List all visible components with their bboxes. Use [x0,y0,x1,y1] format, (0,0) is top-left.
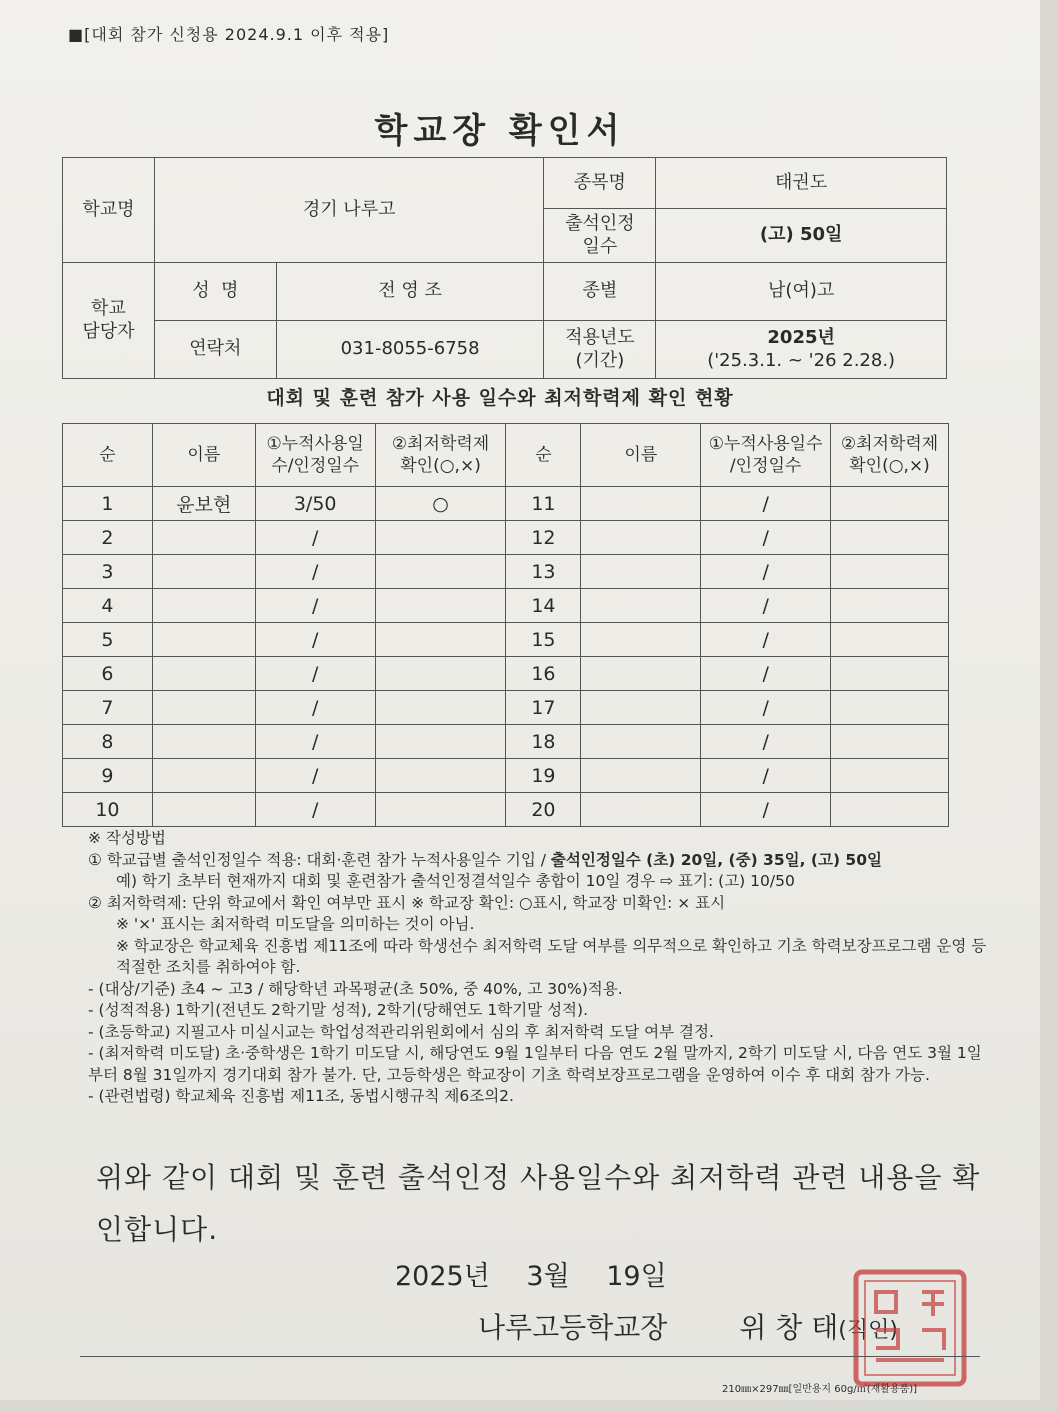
type-label: 종별 [544,263,656,321]
record-cell-name [152,759,255,793]
records-table [62,423,949,827]
seal-label: (직인) [838,1318,898,1343]
record-cell-no: 4 [63,589,153,623]
header-days-2: ①누적사용일수 /인정일수 [701,424,831,487]
record-cell-no2: 15 [506,623,581,657]
record-cell-no: 1 [63,487,153,521]
signer-school: 나루고등학교장 [478,1311,668,1344]
record-cell-name [152,725,255,759]
table-row [63,657,949,691]
table-row [63,623,949,657]
contact-value: 031-8055-6758 [276,321,544,379]
record-cell-days2: / [701,521,831,555]
record-cell-days: / [255,623,375,657]
note-2: ② 최저학력제: 단위 학교에서 확인 여부만 표시 ※ 학교장 확인: ○표시, 학교장 미확인: × 표시 [88,893,726,912]
record-cell-days2: / [701,725,831,759]
note-8: - (최저학력 미도달) 초·중학생은 1학기 미도달 시, 해당연도 9월 1일부터 다음 연도 2월 말까지, 2학기 미도달 시, 다음 연도 3월 1일부터 8월 31일까지 경기대회 참가 불가. 단, 고등학생은 학교장이 기초 학력보장프로그램을 운영하여 이수 후 대회 참가 가능. [88,1044,982,1084]
record-cell-days: 3/50 [255,487,375,521]
record-cell-days: / [255,759,375,793]
paper-size-note: 210㎜×297㎜[일반용지 60g/㎡(재활용품)] [722,1384,918,1395]
official-seal-icon [852,1268,968,1388]
year-label: 적용년도 (기간) [544,321,656,379]
record-cell-no2: 20 [506,793,581,827]
type-value: 남(여)고 [656,263,947,321]
record-cell-days: / [255,521,375,555]
notes-section [88,828,988,1108]
record-cell-name [152,691,255,725]
record-cell-no: 2 [63,521,153,555]
record-cell-no: 8 [63,725,153,759]
record-cell-check2 [831,793,949,827]
note-7: - (초등학교) 지필고사 미실시교는 학업성적관리위원회에서 심의 후 최저학력 도달 여부 결정. [88,1022,714,1041]
record-cell-name2 [581,623,701,657]
record-cell-check [375,555,506,589]
records-title: 대회 및 훈련 참가 사용 일수와 최저학력제 확인 현황 [266,387,734,409]
record-cell-no2: 17 [506,691,581,725]
table-row [63,521,949,555]
table-row [63,555,949,589]
header-no-2: 순 [506,424,581,487]
record-cell-no: 9 [63,759,153,793]
record-cell-days2: / [701,589,831,623]
record-cell-no2: 12 [506,521,581,555]
school-value: 경기 나루고 [154,158,544,263]
note-1 [88,850,988,872]
records-body [63,487,949,827]
header-days: ①누적사용일 수/인정일수 [255,424,375,487]
table-row [63,759,949,793]
header-check-2: ②최저학력제 확인(○,×) [831,424,949,487]
table-row [63,487,949,521]
note-1-example: 예) 학기 초부터 현재까지 대회 및 훈련참가 출석인정결석일수 총합이 10일 경우 ⇨ 표기: (고) 10/50 [116,872,795,890]
name-label: 성 명 [154,263,276,321]
record-cell-no2: 13 [506,555,581,589]
record-cell-name2 [581,521,701,555]
record-cell-days: / [255,691,375,725]
table-row [63,589,949,623]
year-period: ('25.3.1. ~ '26 2.28.) [707,349,896,371]
record-cell-check2 [831,589,949,623]
record-cell-name2 [581,555,701,589]
signature-date [395,1254,667,1293]
attendance-value: (고) 50일 [656,209,947,263]
date-month: 3월 [526,1261,570,1292]
note-6: - (성적적용) 1학기(전년도 2학기말 성적), 2학기(당해연도 1학기말 성적). [88,1001,588,1019]
record-cell-check [375,521,506,555]
record-cell-no2: 11 [506,487,581,521]
record-cell-name [152,657,255,691]
record-cell-days2: / [701,657,831,691]
record-cell-days: / [255,589,375,623]
record-cell-name2 [581,657,701,691]
signer-line [478,1306,898,1346]
record-cell-no2: 16 [506,657,581,691]
contact-label: 연락처 [154,321,276,379]
record-cell-days2: / [701,623,831,657]
note-5: - (대상/기준) 초4 ~ 고3 / 해당학년 과목평균(초 50%, 중 40%, 고 30%)적용. [88,979,623,998]
record-cell-name2 [581,487,701,521]
date-year: 2025년 [395,1261,490,1292]
record-cell-no2: 19 [506,759,581,793]
record-cell-check2 [831,555,949,589]
record-cell-name [152,623,255,657]
date-day: 19일 [606,1261,667,1292]
notes-heading: ※ 작성방법 [88,829,166,847]
header-name-2: 이름 [581,424,701,487]
note-1-text: ① 학교급별 출석인정일수 적용: 대회·훈련 참가 누적사용일수 기입 / [88,850,551,869]
manager-label: 학교 담당자 [63,263,155,379]
record-cell-check [375,725,506,759]
table-row [63,793,949,827]
record-cell-days2: / [701,759,831,793]
note-4: ※ 학교장은 학교체육 진흥법 제11조에 따라 학생선수 최저학력 도달 여부를 의무적으로 확인하고 기초 학력보장프로그램 운영 등 적절한 조치를 취하여야 함. [116,936,987,976]
header-name: 이름 [152,424,255,487]
record-cell-check [375,589,506,623]
record-cell-check [375,623,506,657]
school-label: 학교명 [63,158,155,263]
record-cell-check2 [831,487,949,521]
info-table [62,157,947,379]
record-cell-days: / [255,657,375,691]
record-cell-no: 5 [63,623,153,657]
signer-name: 위 창 태 [739,1311,839,1344]
record-cell-name2 [581,589,701,623]
record-cell-check2 [831,691,949,725]
year-cell [656,321,947,379]
record-cell-no: 6 [63,657,153,691]
record-cell-days: / [255,725,375,759]
records-header-row [63,424,949,487]
record-cell-days: / [255,793,375,827]
record-cell-check [375,793,506,827]
record-cell-check2 [831,623,949,657]
record-cell-check [375,657,506,691]
note-3: ※ '×' 표시는 최저학력 미도달을 의미하는 것이 아님. [116,915,475,933]
table-row [63,691,949,725]
record-cell-days2: / [701,793,831,827]
record-cell-check2 [831,657,949,691]
record-cell-name [152,555,255,589]
record-cell-check: ○ [375,487,506,521]
record-cell-name [152,521,255,555]
record-cell-days2: / [701,691,831,725]
document-title: 학교장 확인서 [374,111,626,151]
note-9: - (관련법령) 학교체육 진흥법 제11조, 동법시행규칙 제6조의2. [88,1087,514,1105]
attendance-label: 출석인정 일수 [544,209,656,263]
record-cell-days2: / [701,487,831,521]
header-note: ■[대회 참가 신청용 2024.9.1 이후 적용] [68,25,390,44]
sport-value: 태권도 [656,158,947,209]
confirm-text: 위와 같이 대회 및 훈련 출석인정 사용일수와 최저학력 관련 내용을 확인합니다. [96,1161,981,1246]
record-cell-check2 [831,725,949,759]
bottom-rule [80,1356,980,1357]
record-cell-name2 [581,759,701,793]
record-cell-name2 [581,793,701,827]
record-cell-no2: 18 [506,725,581,759]
record-cell-name2 [581,725,701,759]
record-cell-name: 윤보현 [152,487,255,521]
header-no: 순 [63,424,153,487]
record-cell-no2: 14 [506,589,581,623]
record-cell-days: / [255,555,375,589]
record-cell-name2 [581,691,701,725]
record-cell-no: 3 [63,555,153,589]
record-cell-check [375,759,506,793]
record-cell-name [152,793,255,827]
record-cell-no: 10 [63,793,153,827]
table-row [63,725,949,759]
sport-label: 종목명 [544,158,656,209]
record-cell-check2 [831,759,949,793]
record-cell-no: 7 [63,691,153,725]
record-cell-name [152,589,255,623]
record-cell-check2 [831,521,949,555]
record-cell-days2: / [701,555,831,589]
year-value: 2025년 [767,327,835,348]
header-check: ②최저학력제 확인(○,×) [375,424,506,487]
name-value: 전 영 조 [276,263,544,321]
record-cell-check [375,691,506,725]
note-1-bold: 출석인정일수 (초) 20일, (중) 35일, (고) 50일 [550,850,882,869]
